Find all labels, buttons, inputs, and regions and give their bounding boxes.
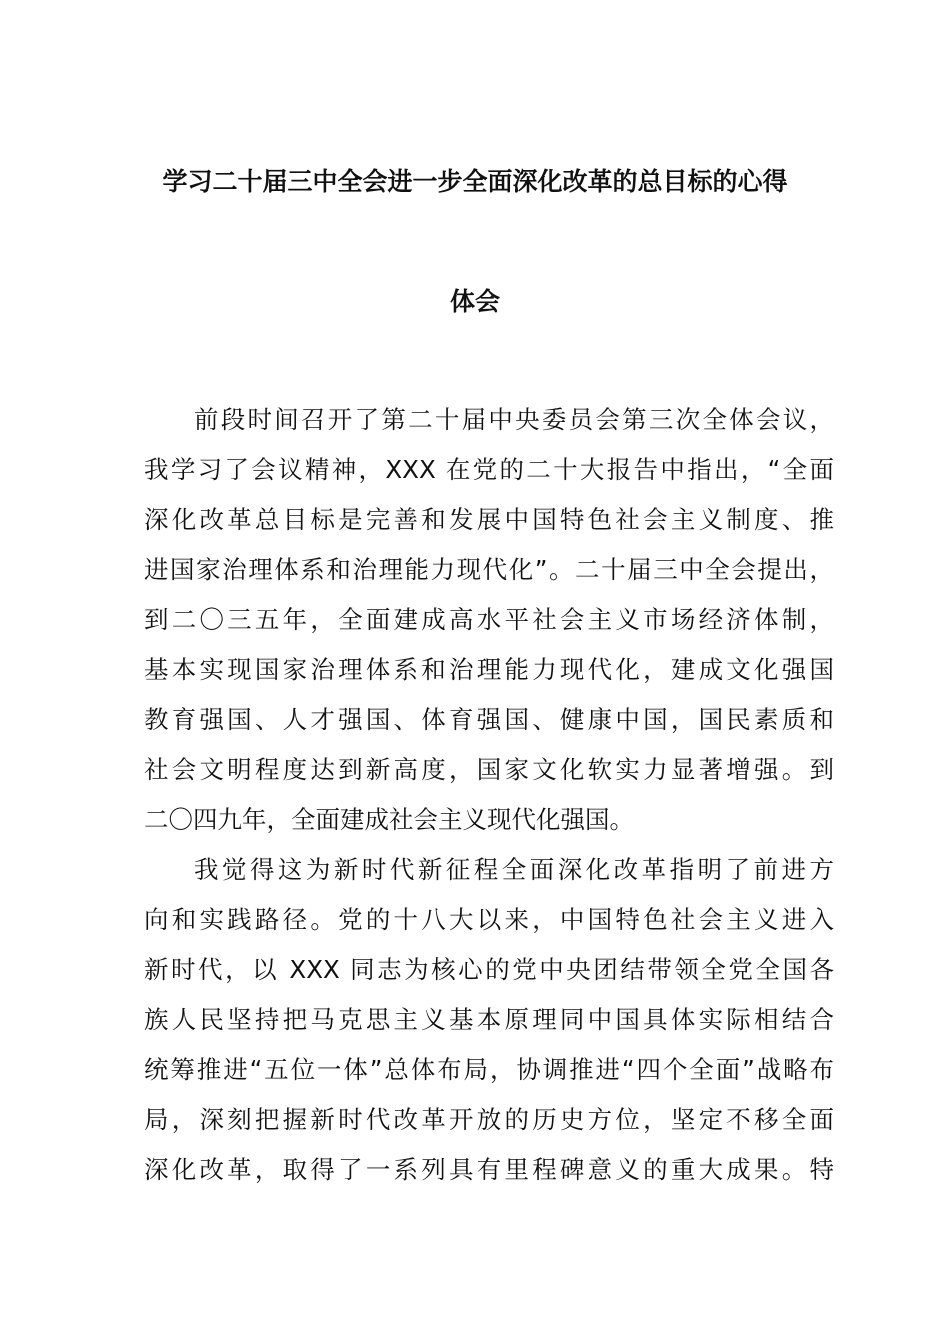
paragraph-line: 族人民坚持把马克思主义基本原理同中国具体实际相结合: [144, 1005, 834, 1034]
paragraph-line: 局，深刻把握新时代改革开放的历史方位，坚定不移全面: [144, 1105, 834, 1134]
paragraph-line: 统筹推进“五位一体”总体布局，协调推进“四个全面”战略布: [144, 1055, 834, 1084]
paragraph-line: 向和实践路径。党的十八大以来，中国特色社会主义进入: [144, 905, 834, 934]
paragraph-line: 新时代，以 XXX 同志为核心的党中央团结带领全党全国各: [144, 955, 834, 984]
paragraph-line: 到二〇三五年，全面建成高水平社会主义市场经济体制，: [144, 605, 834, 634]
paragraph-line: 我觉得这为新时代新征程全面深化改革指明了前进方: [194, 855, 834, 884]
paragraph-line: 教育强国、人才强国、体育强国、健康中国，国民素质和: [144, 705, 834, 734]
paragraph-line: 我学习了会议精神，XXX 在党的二十大报告中指出，“全面: [144, 455, 834, 484]
document-title-line-2: 体会: [449, 287, 500, 316]
document-title-line-1: 学习二十届三中全会进一步全面深化改革的总目标的心得: [162, 167, 788, 196]
paragraph-line: 深化改革总目标是完善和发展中国特色社会主义制度、推: [144, 505, 834, 534]
paragraph-line: 基本实现国家治理体系和治理能力现代化，建成文化强国: [144, 655, 834, 684]
paragraph-line: 二〇四九年，全面建成社会主义现代化强国。: [144, 805, 634, 834]
paragraph-line: 深化改革，取得了一系列具有里程碑意义的重大成果。特: [144, 1155, 834, 1184]
paragraph-line: 进国家治理体系和治理能力现代化”。二十届三中全会提出，: [144, 555, 834, 584]
paragraph-line: 前段时间召开了第二十届中央委员会第三次全体会议，: [194, 405, 834, 434]
paragraph-line: 社会文明程度达到新高度，国家文化软实力显著增强。到: [144, 755, 834, 784]
